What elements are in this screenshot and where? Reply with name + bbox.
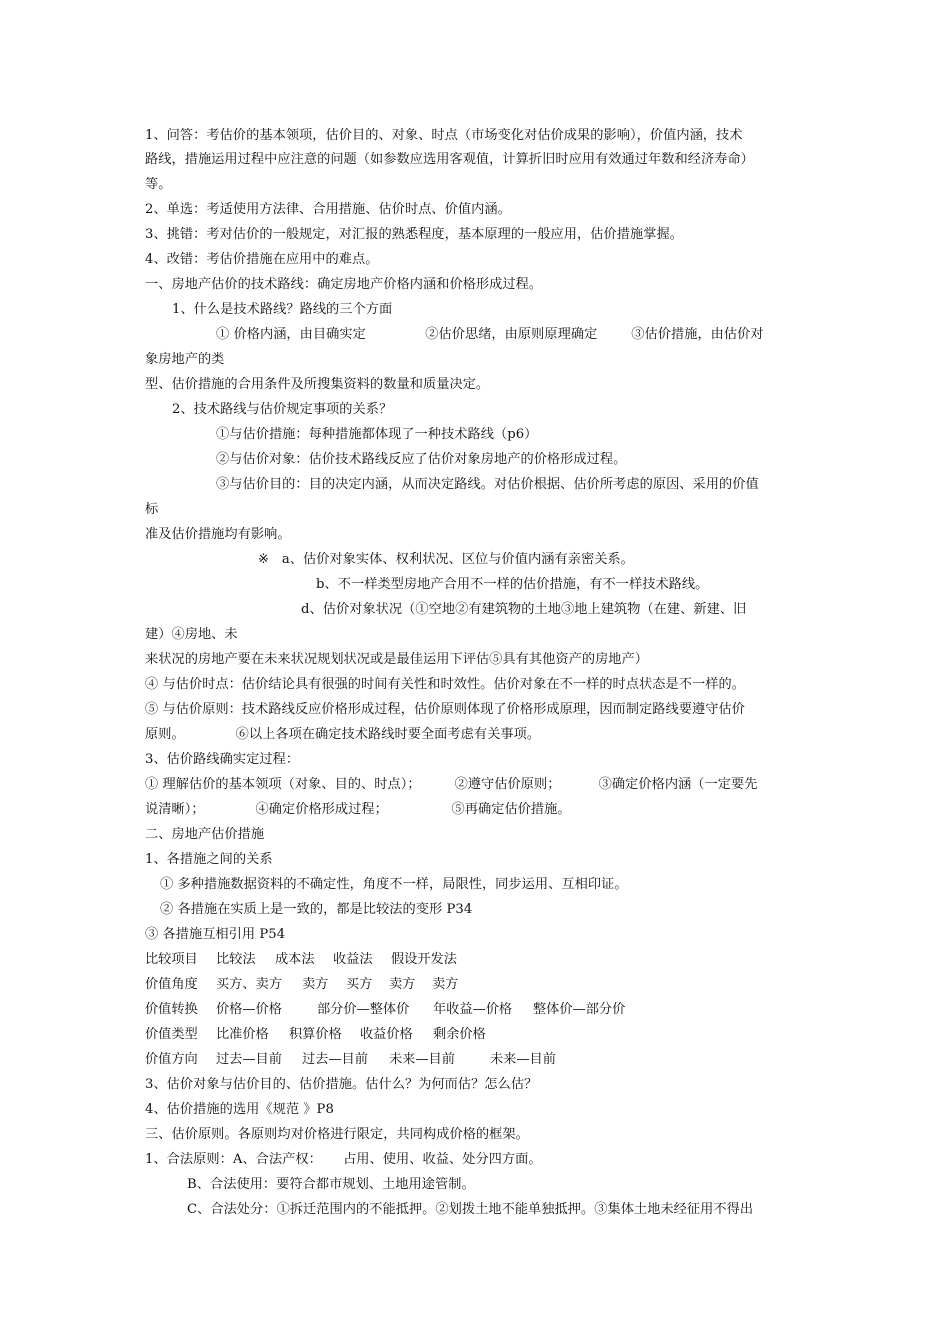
text-line: ① 多种措施数据资料的不确定性，角度不一样，局限性，同步运用、互相印证。 — [160, 877, 628, 892]
table-cell: 卖方 — [302, 977, 329, 992]
text-line: B、合法使用：要符合都市规划、土地用途管制。 — [187, 1177, 475, 1192]
table-cell: 收益价格 — [360, 1027, 413, 1042]
subheading: 1、各措施之间的关系 — [145, 852, 273, 867]
text-line: ③ 各措施互相引用 P54 — [145, 927, 286, 942]
table-cell: 卖方 — [389, 977, 416, 992]
text-line: C、合法处分：①拆迁范围内的不能抵押。②划拨土地不能单独抵押。③集体土地未经征用不得出 — [187, 1202, 754, 1217]
text-line: 标 — [145, 502, 159, 517]
table-cell: 年收益—价格 — [433, 1002, 513, 1017]
text-line: ②与估价对象：估价技术路线反应了估价对象房地产的价格形成过程。 — [216, 452, 627, 467]
table-cell: 剩余价格 — [433, 1027, 486, 1042]
note-line: d、估价对象状况（①空地②有建筑物的土地③地上建筑物（在建、新建、旧 — [301, 602, 747, 617]
table-cell: 未来—目前 — [490, 1052, 556, 1067]
text-line: ① 价格内涵，由目确实定 ②估价思绪，由原则原理确定 ③估价措施，由估价对 — [216, 327, 764, 342]
section-heading: 一、房地产估价的技术路线：确定房地产价格内涵和价格形成过程。 — [145, 277, 543, 292]
text-line: 路线，措施运用过程中应注意的问题（如参数应选用客观值，计算折旧时应用有效通过年数和经济寿命） — [145, 152, 754, 167]
text-line: ② 各措施在实质上是一致的，都是比较法的变形 P34 — [160, 902, 473, 917]
subheading: 2、技术路线与估价规定事项的关系？ — [172, 402, 393, 417]
table-cell: 过去—目前 — [216, 1052, 282, 1067]
table-cell: 买方、卖方 — [216, 977, 282, 992]
text-line: ③与估价目的：目的决定内涵，从而决定路线。对估价根据、估价所考虑的原因、采用的价值 — [216, 477, 759, 492]
table-cell: 价值角度 — [145, 977, 198, 992]
table-cell: 假设开发法 — [391, 952, 457, 967]
text-line: 2、单选：考适使用方法律、合用措施、估价时点、价值内涵。 — [145, 202, 511, 217]
text-line: 等。 — [145, 177, 172, 192]
text-line: 原则。 ⑥以上各项在确定技术路线时要全面考虑有关事项。 — [145, 727, 541, 742]
text-line: ① 理解估价的基本领项（对象、目的、时点）； ②遵守估价原则； ③确定价格内涵（一定要先 — [145, 777, 758, 792]
table-cell: 成本法 — [275, 952, 315, 967]
text-line: 3、挑错：考对估价的一般规定，对汇报的熟悉程度，基本原理的一般应用，估价措施掌握。 — [145, 227, 683, 242]
text-line: 象房地产的类 — [145, 352, 225, 367]
text-line: 4、改错：考估价措施在应用中的难点。 — [145, 252, 379, 267]
table-cell: 比准价格 — [216, 1027, 269, 1042]
text-line: ⑤ 与估价原则：技术路线反应价格形成过程，估价原则体现了价格形成原理，因而制定路线要遵守估价 — [145, 702, 745, 717]
table-cell: 积算价格 — [289, 1027, 342, 1042]
subheading: 1、什么是技术路线？路线的三个方面 — [172, 302, 393, 317]
table-cell: 价格—价格 — [216, 1002, 282, 1017]
text-line: 来状况的房地产要在未来状况规划状况或是最佳运用下评估⑤具有其他资产的房地产） — [145, 652, 649, 667]
table-cell: 整体价—部分价 — [533, 1002, 626, 1017]
table-cell: 价值类型 — [145, 1027, 198, 1042]
text-line: 4、估价措施的选用《规范 》P8 — [145, 1102, 334, 1117]
table-cell: 价值方向 — [145, 1052, 198, 1067]
table-cell: 过去—目前 — [302, 1052, 368, 1067]
table-cell: 卖方 — [432, 977, 459, 992]
table-cell: 部分价—整体价 — [317, 1002, 410, 1017]
note-line: b、不一样类型房地产合用不一样的估价措施，有不一样技术路线。 — [316, 577, 709, 592]
subheading: 3、估价路线确实定过程： — [145, 752, 300, 767]
table-cell: 比较法 — [216, 952, 256, 967]
text-line: 建）④房地、未 — [145, 627, 238, 642]
text-line: 1、合法原则：A、合法产权： 占用、使用、收益、处分四方面。 — [145, 1152, 542, 1167]
text-line: 准及估价措施均有影响。 — [145, 527, 291, 542]
text-line: 1、问答：考估价的基本领项，估价目的、对象、时点（市场变化对估价成果的影响），价值内涵，技术 — [145, 128, 743, 143]
text-line: ①与估价措施：每种措施都体现了一种技术路线（p6） — [216, 427, 538, 442]
text-line: 说清晰）； ④确定价格形成过程； ⑤再确定估价措施。 — [145, 802, 571, 817]
table-cell: 买方 — [346, 977, 373, 992]
note-line: ※ a、估价对象实体、权利状况、区位与价值内涵有亲密关系。 — [258, 552, 634, 567]
text-line: 型、估价措施的合用条件及所搜集资料的数量和质量决定。 — [145, 377, 490, 392]
table-cell: 收益法 — [333, 952, 373, 967]
text-line: 3、估价对象与估价目的、估价措施。估什么？为何而估？怎么估？ — [145, 1077, 538, 1092]
section-heading: 三、估价原则。各原则均对价格进行限定，共同构成价格的框架。 — [145, 1127, 529, 1142]
table-cell: 价值转换 — [145, 1002, 198, 1017]
text-line: ④ 与估价时点：估价结论具有很强的时间有关性和时效性。估价对象在不一样的时点状态是不一样的。 — [145, 677, 745, 692]
section-heading: 二、房地产估价措施 — [145, 827, 265, 842]
table-cell: 未来—目前 — [389, 1052, 455, 1067]
table-cell: 比较项目 — [145, 952, 198, 967]
